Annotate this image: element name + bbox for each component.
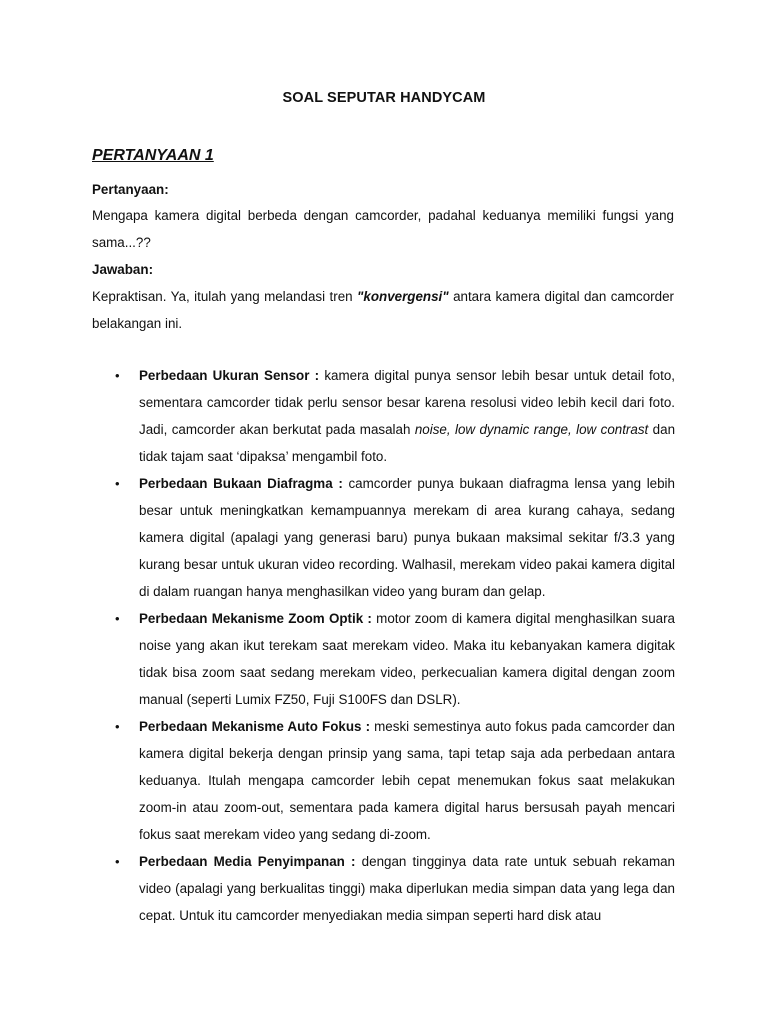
document-title: SOAL SEPUTAR HANDYCAM — [282, 90, 486, 106]
bullet-icon: • — [115, 476, 120, 491]
bullet-storage-media — [115, 848, 675, 929]
difference-bullet-list — [115, 362, 676, 929]
bullet-icon: • — [115, 368, 120, 383]
answer-text-part1: Kepraktisan. Ya, itulah yang melandasi tren — [92, 289, 358, 304]
bullet-label: Perbedaan Mekanisme Zoom Optik : — [139, 611, 372, 626]
bullet-text: motor zoom di kamera digital menghasilkan suara noise yang akan ikut terekam saat merekam video. Maka itu kebanyakan kamera digitak tidak bisa zoom saat sedang merekam video, perkecualian kamera digital dengan zoom manual (seperti Lumix FZ50, Fuji S100FS dan DSLR). — [139, 611, 675, 707]
answer-label: Jawaban: — [92, 262, 154, 277]
bullet-label: Perbedaan Media Penyimpanan : — [139, 854, 356, 869]
answer-emphasis: "konvergensi" — [357, 289, 449, 304]
answer-paragraph — [92, 283, 674, 337]
bullet-text: meski semestinya auto fokus pada camcorder dan kamera digital bekerja dengan prinsip yang sama, tapi tetap saja ada perbedaan antara keduanya. Itulah mengapa camcorder lebih cepat menemukan fokus saat melakukan zoom-in atau zoom-out, sementara pada kamera digital harus bersusah payah mencari fokus saat merekam video yang sedang di-zoom. — [139, 719, 676, 842]
bullet-icon: • — [115, 854, 120, 869]
answer-text-part2: antara kamera digital dan camcorder belakangan ini. — [92, 289, 674, 331]
bullet-icon: • — [115, 611, 120, 626]
bullet-text-end: dan tidak tajam saat ‘dipaksa’ mengambil foto. — [139, 422, 676, 464]
bullet-aperture — [115, 470, 675, 605]
bullet-label: Perbedaan Mekanisme Auto Fokus : — [139, 719, 371, 734]
question-text: Mengapa kamera digital berbeda dengan camcorder, padahal keduanya memiliki fungsi yang sama...?? — [92, 208, 674, 250]
bullet-autofocus — [115, 713, 676, 848]
bullet-text: camcorder punya bukaan diafragma lensa yang lebih besar untuk meningkatkan kemampuannya merekam di area kurang cahaya, sedang kamera digital (apalagi yang generasi baru) punya bukaan maksimal sekitar f/3.3 yang kurang besar untuk ukuran video recording. Walhasil, merekam video pakai kamera digital di dalam ruangan hanya menghasilkan video yang buram dan gelap. — [139, 476, 675, 599]
bullet-optical-zoom — [115, 605, 675, 713]
question-label: Pertanyaan: — [92, 182, 169, 197]
bullet-text: kamera digital punya sensor lebih besar untuk detail foto, sementara camcorder tidak perlu sensor besar karena resolusi video lebih kecil dari foto. Jadi, camcorder akan berkutat pada masalah — [139, 368, 675, 437]
bullet-italic-text: noise, low dynamic range, low contrast — [414, 422, 649, 437]
bullet-icon: • — [115, 719, 120, 734]
section-heading: PERTANYAAN 1 — [92, 147, 214, 164]
bullet-sensor-size — [115, 362, 676, 470]
bullet-text: dengan tingginya data rate untuk sebuah rekaman video (apalagi yang berkualitas tinggi) maka diperlukan media simpan data yang lega dan cepat. Untuk itu camcorder menyediakan media simpan seperti hard disk atau — [139, 854, 675, 923]
bullet-label: Perbedaan Ukuran Sensor : — [139, 368, 320, 383]
bullet-label: Perbedaan Bukaan Diafragma : — [139, 476, 343, 491]
